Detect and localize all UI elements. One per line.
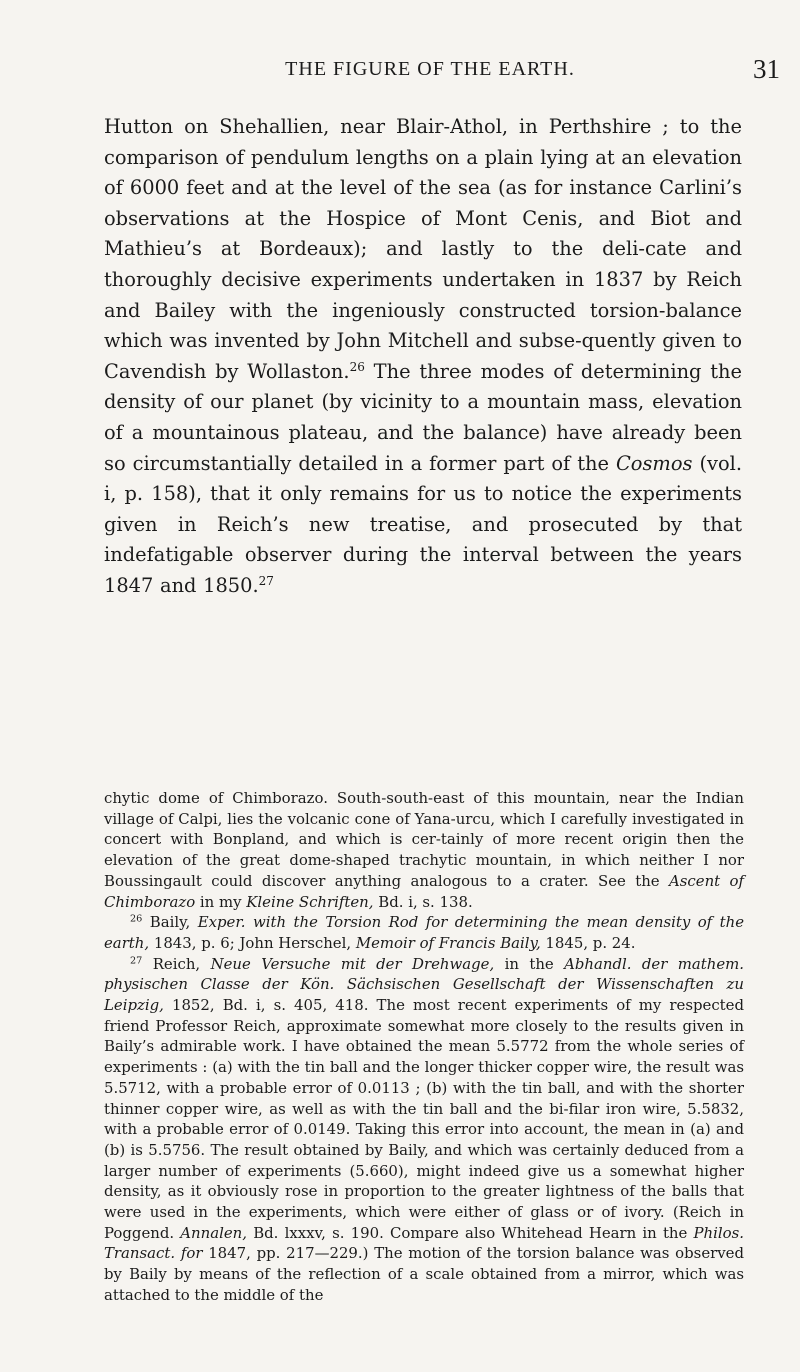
page-number: 31 (753, 54, 780, 84)
footnote-italic: Ascent of Chimborazo (104, 871, 744, 911)
footnote-italic: Kleine Schriften, (246, 892, 374, 911)
main-text-part-2: The three modes of determining the density of our planet (by vicinity to a mountain mass, elevation of a mountainous plateau, and the balance) have already been so circumstantially detailed in a former part of the (104, 359, 742, 475)
cosmos-title: Cosmos (615, 451, 693, 475)
footnote-text: Bd. i, s. 138. (373, 892, 473, 911)
running-head: THE FIGURE OF THE EARTH. (285, 58, 575, 80)
footnote-text: Bd. lxxxv, s. 190. Compare also Whitehead Hearn in the (247, 1223, 694, 1242)
footnote-italic: Annalen, (180, 1223, 248, 1242)
footnote-number: 26 (130, 913, 143, 925)
footnote-27 (104, 954, 744, 1306)
footnote-ref-27[interactable]: 27 (258, 573, 274, 588)
footnote-number: 27 (130, 955, 143, 967)
footnote-26 (104, 912, 744, 953)
footnote-italic: Neue Versuche mit der Drehwage, (210, 954, 495, 973)
footnote-text: in my (195, 892, 247, 911)
footnote-text: 1847, pp. 217—229.) The motion of the torsion balance was observed by Baily by means of the reflection of a scale obtained from a mirror, which was attached to the middle of the (104, 1244, 745, 1304)
footnote-continuation (104, 788, 744, 912)
footnote-text: 1852, Bd. i, s. 405, 418. The most recent experiments of my respected friend Professor Reich, approximate somewhat more closely to the results given in Baily’s admirable work. I have obtained the mean 5.5772 from the whole series of experiments : (a) with the tin ball and the longer thicker copper wire, the result was 5.5712, with a probable error of 0.0113 ; (b) with the tin ball, and with the shorter thinner copper wire, as well as with the tin ball and the bi-filar iron wire, 5.5832, with a probable error of 0.0149. Taking this error into account, the mean in (a) and (b) is 5.5756. The result obtained by Baily, and which was certainly deduced from a larger number of experiments (5.660), might indeed give us a somewhat higher density, as it obviously rose in proportion to the greater lightness of the balls that were used in the experiments, which were either of glass or of ivory. (Reich in Poggend. (104, 996, 744, 1242)
footnote-ref-26[interactable]: 26 (349, 359, 365, 374)
page-header (100, 54, 780, 88)
footnote-text: Reich, (142, 954, 211, 973)
footnote-italic: Memoir of Francis Baily, (355, 933, 541, 952)
footnotes (104, 788, 744, 1306)
footnote-italic: Abhandl. der mathem. physischen Classe der Kön. Sächsischen Gesellschaft der Wissenschaften zu Leipzig, (104, 954, 744, 1015)
footnote-text: in the (494, 954, 565, 973)
main-text-part-3: (vol. i, p. 158), that it only remains for us to notice the experiments given in Reich’s new treatise, and prosecuted by that indefatigable observer during the interval between the years 1847 and 1850. (104, 451, 742, 597)
footnote-italic: Philos. Transact. for (104, 1223, 744, 1263)
footnote-italic: Exper. with the Torsion Rod for determining the mean density of the earth, (104, 913, 745, 952)
main-paragraph (104, 112, 742, 602)
main-text-part-1: Hutton on Shehallien, near Blair-Athol, in Perthshire ; to the comparison of pendulum lengths on a plain lying at an elevation of 6000 feet and at the level of the sea (as for instance Carlini’s observations at the Hospice of Mont Cenis, and Biot and Mathieu’s at Bordeaux); and lastly to the deli-cate and thoroughly decisive experiments undertaken in 1837 by Reich and Bailey with the ingeniously constructed torsion-balance which was invented by John Mitchell and subse-quently given to Cavendish by Wollaston. (104, 115, 742, 383)
footnote-text: chytic dome of Chimborazo. South-south-east of this mountain, near the Indian village of Calpi, lies the volcanic cone of Yana-urcu, which I carefully investigated in concert with Bonpland, and which is cer-tainly of more recent origin then the elevation of the great dome-shaped trachytic mountain, in which neither I nor Boussingault could discover anything analogous to a crater. See the (104, 789, 744, 890)
footnote-text: Baily, (142, 913, 198, 932)
footnote-text: 1845, p. 24. (540, 933, 636, 952)
footnote-text: 1843, p. 6; John Herschel, (149, 933, 356, 952)
